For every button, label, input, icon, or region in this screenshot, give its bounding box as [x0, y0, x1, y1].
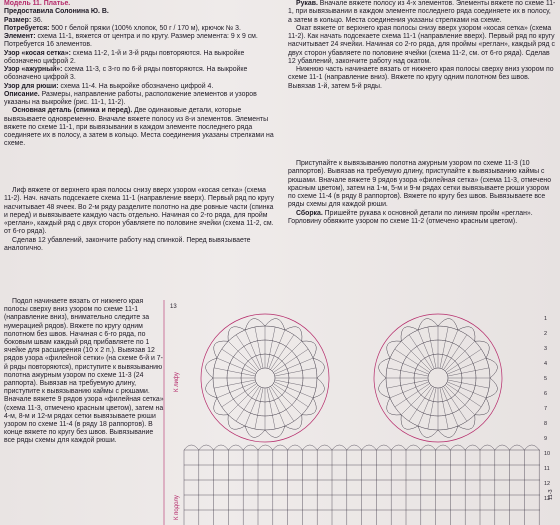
- spoke-stitch: [274, 382, 313, 398]
- spoke-stitch: [214, 368, 255, 376]
- sleeve-text: Вначале вяжете полосу из 4-х элементов. Элементы вяжете по схеме 11-1, при вывязывании в каждом элементе последнего ряда соединяете их в полосу, а затем в кольцо. Места соединения указаны стрелками на схеме.: [288, 0, 556, 24]
- lace-start-text: Приступайте к вывязыванию полотна ажурным узором по схеме 11-3 (10 раппортов). Вывязав на требуемую длину, приступайте к вывязыванию каймы с рюшами. Вначале вяжете 9 рядов узора «филейная сетка» (схема 11-3, отмечено красным цветом), затем на 1-м, 5-м и 9-м рядах сетки вывязываете рюши узором по схеме 11-4 (в ряду 8 раппортов). Вяжете по кругу без швов. Вывязываете все ряды схемы для каждой рюши.: [288, 160, 552, 209]
- mesh-arch: [391, 445, 406, 450]
- spoke-stitch: [228, 385, 258, 415]
- sleeve-label: Рукав.: [296, 0, 318, 7]
- spoke-stitch: [255, 327, 263, 368]
- spoke-stitch: [409, 386, 432, 421]
- element-label: Элемент:: [4, 33, 36, 40]
- pattern-lace-line: [4, 66, 278, 83]
- mesh-arch: [495, 445, 510, 450]
- spoke-stitch: [447, 358, 486, 374]
- mesh-arch: [302, 445, 317, 450]
- assembly-line: [288, 210, 556, 227]
- pattern-fillet-value: схема 11-4. На выкройке обозначено цифрой 4.: [58, 82, 214, 90]
- spoke-stitch: [273, 384, 308, 407]
- spoke-stitch: [217, 382, 256, 398]
- mesh-arch: [465, 445, 480, 450]
- element-line: [4, 33, 278, 50]
- assembly-text: Пришейте рукава к основной детали по линиям пройм «реглан». Горловину обвяжите узором по схеме 11-2 (отмечено красным цветом).: [288, 209, 533, 225]
- spoke-stitch: [274, 358, 313, 374]
- spoke-stitch: [447, 382, 486, 398]
- row-number: 11: [544, 466, 550, 472]
- spoke-stitch: [442, 387, 458, 426]
- pattern-fillet-line: [4, 83, 278, 91]
- spoke-stitch: [255, 388, 263, 429]
- mesh-arch: [510, 445, 525, 450]
- mesh-arch: [273, 445, 288, 450]
- spoke-stitch: [395, 349, 430, 372]
- row-number: 13: [544, 496, 551, 502]
- spoke-stitch: [267, 327, 275, 368]
- row-number: 4: [544, 361, 548, 367]
- spoke-stitch: [387, 380, 428, 388]
- size-line: [4, 17, 278, 25]
- spoke-stitch: [440, 327, 448, 368]
- mesh-arch: [480, 445, 495, 450]
- row-number: 12: [544, 481, 551, 487]
- spoke-stitch: [390, 358, 429, 374]
- pattern-lace-value: схема 11-3, с 3-го по 6-й ряды повторяются. На выкройке обозначено цифрой 3.: [4, 66, 248, 82]
- spoke-stitch: [445, 385, 475, 415]
- spoke-stitch: [409, 335, 432, 370]
- main-part-line: [4, 107, 278, 148]
- spoke-stitch: [390, 382, 429, 398]
- label-scheme-vertical: 11-3: [548, 489, 554, 500]
- pattern-mesh-line: [4, 50, 278, 67]
- motif-band: [201, 314, 502, 442]
- left-column-bodice: [4, 187, 274, 253]
- spoke-stitch: [214, 380, 255, 388]
- spoke-stitch: [448, 368, 489, 376]
- spoke-stitch: [428, 388, 436, 429]
- spoke-stitch: [446, 384, 481, 407]
- spoke-stitch: [401, 341, 431, 371]
- row-number: 7: [544, 406, 548, 412]
- spoke-stitch: [222, 384, 257, 407]
- label-toward-bodice: К лифу: [174, 372, 180, 392]
- decreases-text: Сделав 12 убавлений, закончите работу над спинкой. Перед вывязываете аналогично.: [4, 236, 251, 252]
- spoke-stitch: [444, 386, 467, 421]
- scheme-number: 13: [170, 304, 177, 310]
- left-column: [4, 0, 278, 149]
- spoke-stitch: [446, 349, 481, 372]
- spoke-stitch: [395, 384, 430, 407]
- mesh-arch: [421, 445, 436, 450]
- pattern-mesh-label: Узор «косая сетка»:: [4, 49, 71, 57]
- mesh-arch: [317, 445, 332, 450]
- spoke-stitch: [271, 335, 294, 370]
- main-part-value: Две одинаковые детали, которые вывязываете одновременно. Вначале вяжете полосу из 8-и элементов. Элементы вяжете по схеме 11-1, при вывязывании в каждом элементе последнего ряда соединяете их в полосу, а затем в кольцо. Места соединения указаны стрелками на схеме.: [4, 107, 274, 148]
- spoke-stitch: [275, 368, 316, 376]
- mesh-arch: [406, 445, 421, 450]
- right-column-lace: [288, 160, 556, 226]
- row-number: 6: [544, 391, 548, 397]
- row-numbers: [544, 316, 550, 502]
- spoke-stitch: [444, 335, 467, 370]
- mesh-arch: [436, 445, 451, 450]
- spoke-stitch: [236, 386, 259, 421]
- mesh-arch: [524, 445, 539, 450]
- spoke-stitch: [245, 330, 261, 369]
- row-number: 1: [544, 316, 548, 322]
- lower-part-text: Нижнюю часть начинаете вязать от нижнего края полосы сверху вниз узором по схеме 11-1 (направление вниз). Вяжете по кругу одним полотном без швов. Вывязав 1-й, затем 5-й ряды.: [288, 66, 554, 90]
- spoke-stitch: [267, 388, 275, 429]
- description-line: [4, 91, 278, 108]
- spoke-stitch: [269, 330, 285, 369]
- spoke-stitch: [272, 385, 302, 415]
- mesh-arch: [288, 445, 303, 450]
- mesh-arch: [214, 445, 229, 450]
- mesh-arch: [332, 445, 347, 450]
- label-toward-hem: К подолу: [174, 495, 180, 520]
- spoke-stitch: [273, 349, 308, 372]
- spoke-stitch: [217, 358, 256, 374]
- mesh-arch: [362, 445, 377, 450]
- spoke-stitch: [271, 386, 294, 421]
- right-column: [288, 0, 556, 91]
- spoke-stitch: [228, 341, 258, 371]
- spoke-stitch: [387, 368, 428, 376]
- spoke-stitch: [269, 387, 285, 426]
- needs-value: 500 г белой пряжи (100% хлопок, 50 г / 170 м), крючок № 3.: [49, 24, 241, 32]
- spoke-stitch: [401, 385, 431, 415]
- spoke-stitch: [272, 341, 302, 371]
- assembly-label: Сборка.: [296, 209, 323, 217]
- row-number: 3: [544, 346, 548, 352]
- mesh-arch: [450, 445, 465, 450]
- row-number: 9: [544, 436, 548, 442]
- size-label: Размер:: [4, 16, 32, 24]
- raglan-text: Окат вяжете от верхнего края полосы снизу вверх узором «косая сетка» (схема 11-2). Как начать подсекаете схема 11-1 (направление вверх). Первый ряд по кругу насчитывает 24 ячейки. Начиная со 2-го ряда, для проймы «реглан», каждый ряд с двух сторон убавляете по половине ячейки (схема 11-2, см. от 6-го ряда). Сделав 12 убавлений, закончите работу над окатом.: [288, 24, 555, 65]
- mesh-arch: [376, 445, 391, 450]
- spoke-stitch: [445, 341, 475, 371]
- row-number: 5: [544, 376, 548, 382]
- crochet-diagram: [160, 300, 560, 525]
- spoke-stitch: [222, 349, 257, 372]
- mesh-arch: [228, 445, 243, 450]
- pattern-mesh-value: схема 11-2, 1-й и 3-й ряды повторяются. На выкройке обозначено цифрой 2.: [4, 49, 245, 65]
- mesh-arch: [258, 445, 273, 450]
- main-part-label: Основная деталь (спинка и перед).: [12, 107, 133, 115]
- left-column-hem: [4, 298, 164, 446]
- needs-line: [4, 25, 278, 33]
- needs-label: Потребуется:: [4, 24, 50, 32]
- sleeve-line: [288, 0, 556, 25]
- pattern-lace-label: Узор «ажурный»:: [4, 66, 63, 73]
- spoke-stitch: [418, 387, 434, 426]
- spoke-stitch: [428, 327, 436, 368]
- spoke-stitch: [448, 380, 489, 388]
- row-number: 10: [544, 451, 551, 457]
- description-label: Описание.: [4, 90, 40, 98]
- mesh-arch: [184, 445, 199, 450]
- spoke-stitch: [440, 388, 448, 429]
- provided-by: Предоставила Солонина Ю. В.: [4, 8, 109, 16]
- spoke-stitch: [236, 335, 259, 370]
- bodice-text: Лиф вяжете от верхнего края полосы снизу вверх узором «косая сетка» (схема 11-2). Нач. начать подсекаете схема 11-1 (направление вверх). Первый ряд по кругу насчитывает 48 ячеек. Во 2-м ряду разделите полотно на две ровные части (спинка и перед) и вывязываете каждую часть отдельно. Начиная со 2-го ряда, для пройм «реглан», каждый ряд с двух сторон убавляете по половине ячейки (схема 11-2, см. от 6-го ряда).: [4, 187, 274, 236]
- size-value: 36.: [31, 16, 43, 24]
- element-value: схема 11-1, вяжется от центра и по кругу. Размер элемента: 9 х 9 см. Потребуется 16 элементов.: [4, 33, 258, 49]
- spoke-stitch: [245, 387, 261, 426]
- fillet-mesh: [184, 445, 540, 525]
- spoke-stitch: [442, 330, 458, 369]
- description-value: Размеры, направление работы, расположение элементов и узоров указаны на выкройке (рис. 11-1, 11-2).: [4, 90, 257, 106]
- spoke-stitch: [418, 330, 434, 369]
- model-title: Модель 11. Платье.: [4, 0, 71, 7]
- mesh-arch: [243, 445, 258, 450]
- spoke-stitch: [275, 380, 316, 388]
- row-number: 2: [544, 331, 548, 337]
- pattern-fillet-label: Узор для рюши:: [4, 82, 59, 90]
- mesh-arch: [347, 445, 362, 450]
- hem-text: Подол начинаете вязать от нижнего края полосы сверху вниз узором по схеме 11-1 (направление вниз), внимательно следите за нумерацией рядов). Вяжете по кругу одним полотном без швов. Начиная с 6-го ряда, по боковым швам каждый ряд прибавляете по 1 ячейке для расширения (10 х 2 п.). Вывязав 12 рядов узора «филейной сетки» (на схеме 6-й и 7-й ряды повторяются), приступите к вывязыванию полотна ажурным узором по схеме 11-3 (24 раппорта). Вывязав на требуемую длину, приступите к вывязыванию каймы с рюшами. Вначале вяжете 9 рядов узора «филейная сетка» (схема 11-3, отмечено красным цветом), затем на 4-м, 8-м и 12-м рядах сетки вывязываете рюши узором по схеме 11-4 (в ряду 18 раппортов). В конце вяжете по кругу без швов. Вывязывание все ряды схемы для каждой рюши.: [4, 298, 164, 445]
- row-number: 8: [544, 421, 548, 427]
- mesh-arch: [199, 445, 214, 450]
